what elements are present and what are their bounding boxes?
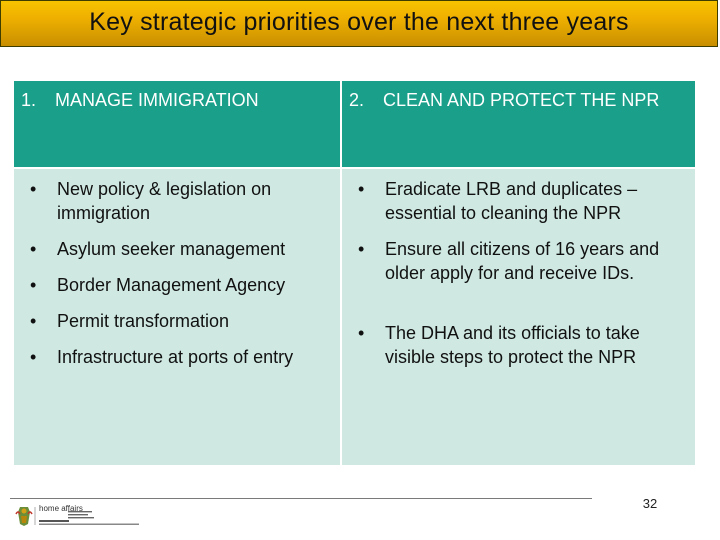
logo-text: home affairs [39,504,83,513]
column-header [342,81,695,167]
bullet-icon: • [358,239,365,259]
column-body [342,169,695,465]
list-item: • Asylum seeker management [14,237,337,261]
column-number: 2. [349,90,365,110]
footer-divider [10,498,592,499]
bullet-icon: • [30,275,37,295]
bullet-icon: • [30,347,37,367]
column-number: 1. [21,90,37,110]
list-item: • Border Management Agency [14,273,337,297]
column-body [14,169,340,465]
priorities-table [14,81,695,465]
column-heading: MANAGE IMMIGRATION [55,90,259,110]
column-header [14,81,340,167]
list-item: • New policy & legislation on immigration [14,177,337,225]
title-bar [0,0,718,47]
home-affairs-logo [14,504,148,528]
bullet-icon: • [358,179,365,199]
list-item: • Ensure all citizens of 16 years and older apply for and receive IDs. [342,237,680,285]
list-item: • Eradicate LRB and duplicates – essential to cleaning the NPR [342,177,680,225]
bullet-icon: • [30,239,37,259]
bullet-icon: • [30,179,37,199]
column-heading: CLEAN AND PROTECT THE NPR [383,90,660,110]
slide-title: Key strategic priorities over the next three years [89,8,629,36]
list-item: • Permit transformation [14,309,337,333]
page-number: 32 [642,496,658,511]
list-item: • The DHA and its officials to take visible steps to protect the NPR [342,321,680,369]
bullet-icon: • [358,323,365,343]
column-manage-immigration [14,81,340,465]
column-clean-protect-npr [342,81,695,465]
bullet-icon: • [30,311,37,331]
list-item: • Infrastructure at ports of entry [14,345,337,369]
